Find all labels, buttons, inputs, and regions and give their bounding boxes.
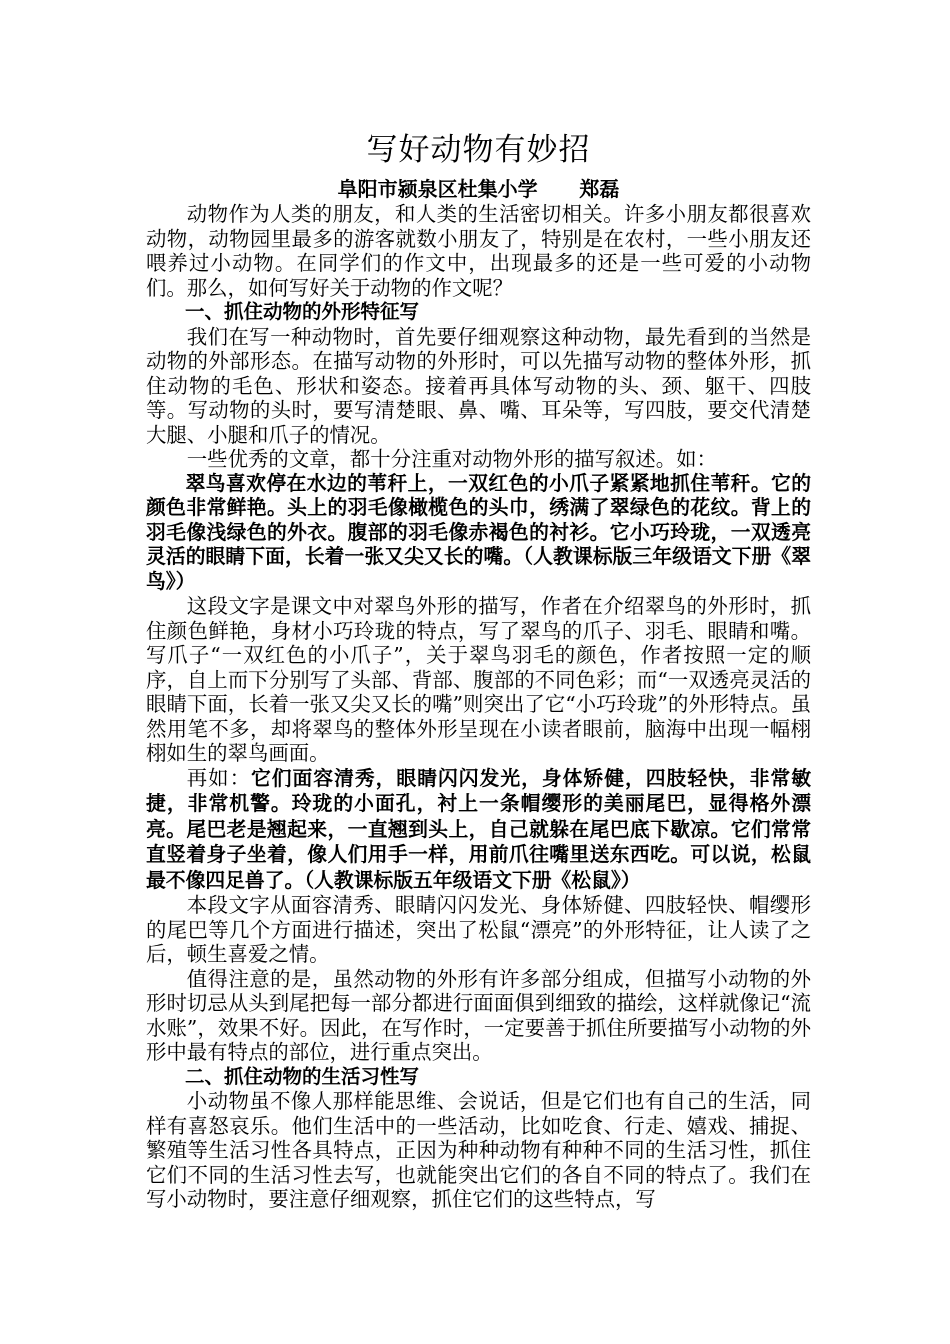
body-paragraph: 本段文字从面容清秀、眼睛闪闪发光、身体矫健、四肢轻快、帽缨形的尾巴等几个方面进行描述，突出了松鼠“漂亮”的外形特征，让人读了之后，顿生喜爱之情。: [146, 893, 811, 966]
body-paragraph: 一些优秀的文章，都十分注重对动物外形的描写叙述。如：: [186, 447, 717, 471]
section-heading-appearance: 一、抓住动物的外形特征写: [185, 300, 420, 323]
quote-lead: 再如：: [186, 765, 251, 790]
body-paragraph: 我们在写一种动物时，首先要仔细观察这种动物，最先看到的当然是动物的外部形态。在描写动物的外形时，可以先描写动物的整体外形，抓住动物的毛色、形状和姿态。接着再具体写动物的头、颈、躯干、四肢等。写动物的头时，要写清楚眼、鼻、嘴、耳朵等，写四肢，要交代清楚大腿、小腿和爪子的情况。: [146, 324, 811, 447]
intro-paragraph: 动物作为人类的朋友，和人类的生活密切相关。许多小朋友都很喜欢动物，动物园里最多的游客就数小朋友了，特别是在农村，一些小朋友还喂养过小动物。在同学们的作文中，出现最多的还是一些可爱的小动物们。那么，如何写好关于动物的作文呢？: [146, 202, 811, 300]
body-paragraph: 值得注意的是，虽然动物的外形有许多部分组成，但描写小动物的外形时切忌从头到尾把每一部分都进行面面俱到细致的描绘，这样就像记“流水账”，效果不好。因此，在写作时，一定要善于抓住所要描写小动物的外形中最有特点的部位，进行重点突出。: [146, 966, 811, 1064]
body-paragraph-with-quote: [146, 766, 811, 894]
author-byline: 阜阳市颍泉区杜集小学 郑磊: [337, 177, 620, 201]
quote-kingfisher: 翠鸟喜欢停在水边的苇秆上，一双红色的小爪子紧紧地抓住苇秆。它的颜色非常鲜艳。头上的羽毛像橄榄色的头巾，绣满了翠绿色的花纹。背上的羽毛像浅绿色的外衣。腹部的羽毛像赤褐色的衬衫。它小巧玲珑，一双透亮灵活的眼睛下面，长着一张又尖又长的嘴。（人教课标版三年级语文下册《翠鸟》）: [146, 471, 811, 593]
body-paragraph: 这段文字是课文中对翠鸟外形的描写，作者在介绍翠鸟的外形时，抓住颜色鲜艳，身材小巧玲珑的特点，写了翠鸟的爪子、羽毛、眼睛和嘴。写爪子“一双红色的小爪子”，关于翠鸟羽毛的颜色，作者按照一定的顺序，自上而下分别写了头部、背部、腹部的不同色彩；而“一双透亮灵活的眼睛下面，长着一张又尖又长的嘴”则突出了它“小巧玲珑”的外形特点。虽然用笔不多，却将翠鸟的整体外形呈现在小读者眼前，脑海中出现一幅栩栩如生的翠鸟画面。: [146, 594, 811, 765]
document-page: [146, 128, 811, 1212]
document-title: 写好动物有妙招: [366, 132, 591, 168]
body-paragraph: 小动物虽不像人那样能思维、会说话，但是它们也有自己的生活，同样有喜怒哀乐。他们生活中的一些活动，比如吃食、行走、嬉戏、捕捉、繁殖等生活习性各具特点，正因为种种动物有种种不同的生活习性，抓住它们不同的生活习性去写，也就能突出它们的各自不同的特点了。我们在写小动物时，要注意仔细观察，抓住它们的这些特点，写: [146, 1089, 811, 1211]
quote-squirrel: 它们面容清秀，眼睛闪闪发光，身体矫健，四肢轻快，非常敏捷，非常机警。玲珑的小面孔，衬上一条帽缨形的美丽尾巴，显得格外漂亮。尾巴老是翘起来，一直翘到头上，自己就躲在尾巴底下歇凉。它们常常直竖着身子坐着，像人们用手一样，用前爪往嘴里送东西吃。可以说，松鼠最不像四足兽了。（人教课标版五年级语文下册《松鼠》）: [146, 766, 811, 892]
section-heading-habits: 二、抓住动物的生活习性写: [185, 1064, 420, 1088]
